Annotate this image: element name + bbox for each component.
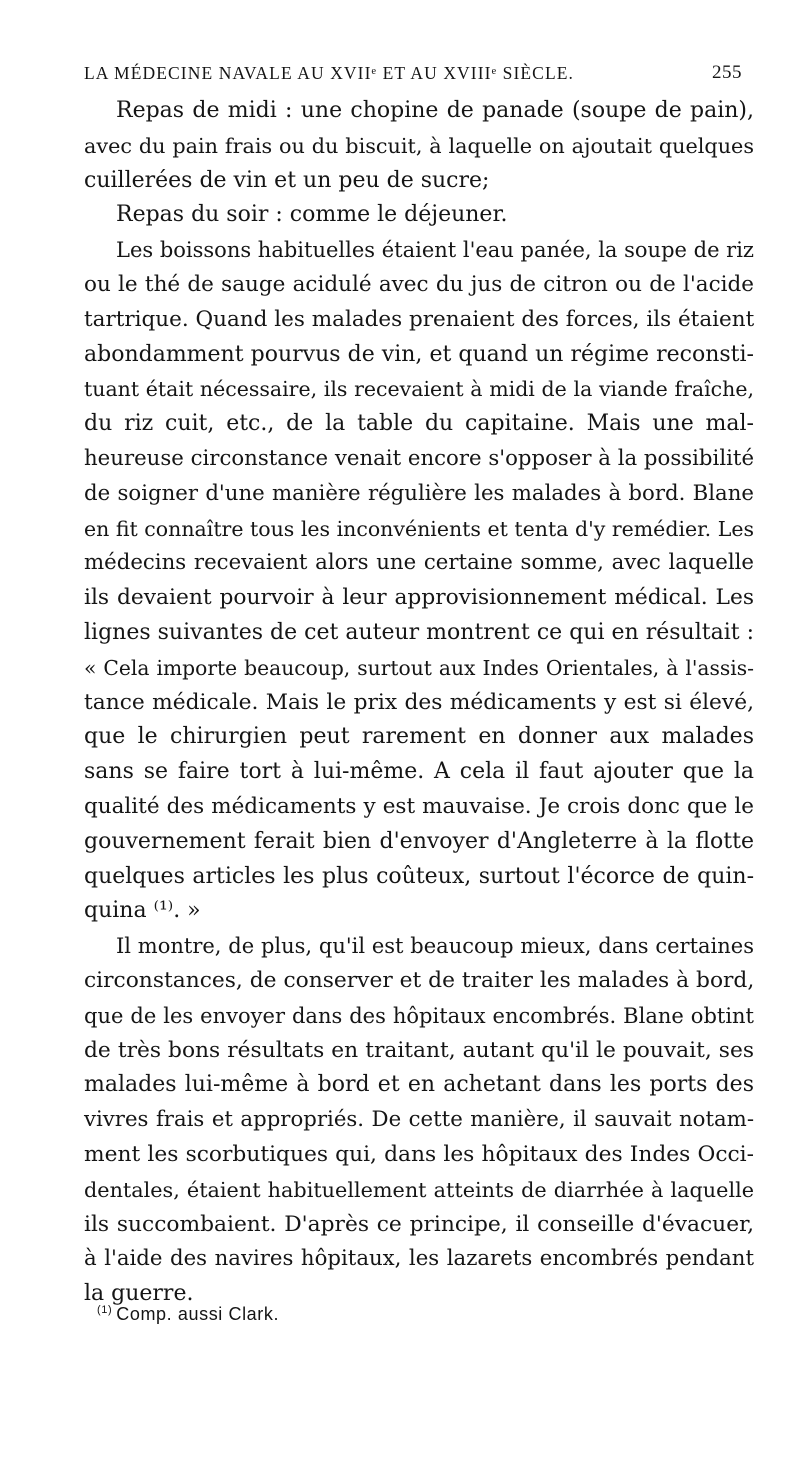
footnote-text: Comp. aussi Clark. [116, 1304, 280, 1324]
text-line: abondamment pourvus de vin, et quand un régime reconsti- [84, 341, 754, 367]
text-line: qualité des médicaments y est mauvaise. Je crois donc que le [84, 793, 754, 819]
text-line: que de les envoyer dans des hôpitaux encombrés. Blane obtint [84, 1003, 754, 1028]
text-line: tance médicale. Mais le prix des médicaments y est si élevé, [84, 689, 754, 715]
footnote [97, 1304, 279, 1325]
text-line: quelques articles les plus coûteux, surtout l'écorce de quin- [84, 863, 754, 889]
text-line: de très bons résultats en traitant, autant qu'il le pouvait, ses [84, 1037, 754, 1063]
text-line: « Cela importe beaucoup, surtout aux Indes Orientales, à l'assis- [84, 655, 754, 680]
text-line: médecins recevaient alors une certaine somme, avec laquelle [84, 550, 754, 576]
footnote-marker: (1) [97, 1304, 113, 1316]
text-line: ment les scorbutiques qui, dans les hôpitaux des Indes Occi- [84, 1141, 754, 1167]
text-line: sans se faire tort à lui-même. A cela il faut ajouter que la [84, 759, 754, 785]
running-header [84, 58, 742, 88]
running-title: LA MÉDECINE NAVALE AU XVIIᵉ ET AU XVIIIᵉ SIÈCLE. [84, 62, 575, 83]
text-line: lignes suivantes de cet auteur montrent ce qui en résultait : [84, 619, 754, 645]
text-line: ils succombaient. D'après ce principe, il conseille d'évacuer, [84, 1211, 754, 1237]
text-line: vivres frais et appropriés. De cette manière, il sauvait notam- [84, 1107, 754, 1133]
text-line: Repas de midi : une chopine de panade (soupe de pain), [116, 98, 754, 123]
text-line: tuant était nécessaire, ils recevaient à midi de la viande fraîche, [84, 377, 754, 402]
text-line: à l'aide des navires hôpitaux, les lazarets encombrés pendant [84, 1246, 754, 1272]
text-line: ou le thé de sauge acidulé avec du jus de citron ou de l'acide [84, 271, 754, 297]
text-line: malades lui-même à bord et en achetant dans les ports des [84, 1072, 754, 1098]
page-number: 255 [712, 62, 742, 83]
text-line: de soigner d'une manière régulière les malades à bord. Blane [84, 480, 754, 506]
text-line: circonstances, de conserver et de traiter les malades à bord, [84, 967, 755, 993]
text-line: du riz cuit, etc., de la table du capitaine. Mais une mal- [84, 411, 754, 437]
text-line: avec du pain frais ou du biscuit, à laquelle on ajoutait quelques [84, 133, 754, 158]
text-line: Repas du soir : comme le déjeuner. [116, 202, 508, 228]
text-line: la guerre. [84, 1281, 194, 1307]
text-line: cuillerées de vin et un peu de sucre; [84, 167, 490, 193]
text-line: Il montre, de plus, qu'il est beaucoup mieux, dans certaines [116, 934, 754, 959]
body-text [84, 94, 754, 1312]
text-line: tartrique. Quand les malades prenaient des forces, ils étaient [84, 306, 755, 332]
text-line: gouvernement ferait bien d'envoyer d'Angleterre à la flotte [84, 828, 754, 854]
text-line: quina ⁽¹⁾. » [84, 898, 201, 924]
text-line: heureuse circonstance venait encore s'opposer à la possibilité [84, 445, 755, 471]
text-line: en fit connaître tous les inconvénients et tenta d'y remédier. Les [84, 516, 754, 541]
text-line: ils devaient pourvoir à leur approvisionnement médical. Les [84, 585, 754, 611]
text-line: que le chirurgien peut rarement en donner aux malades [84, 724, 754, 750]
text-line: dentales, étaient habituellement atteints de diarrhée à laquelle [84, 1177, 754, 1202]
text-line: Les boissons habituelles étaient l'eau panée, la soupe de riz [116, 238, 754, 263]
